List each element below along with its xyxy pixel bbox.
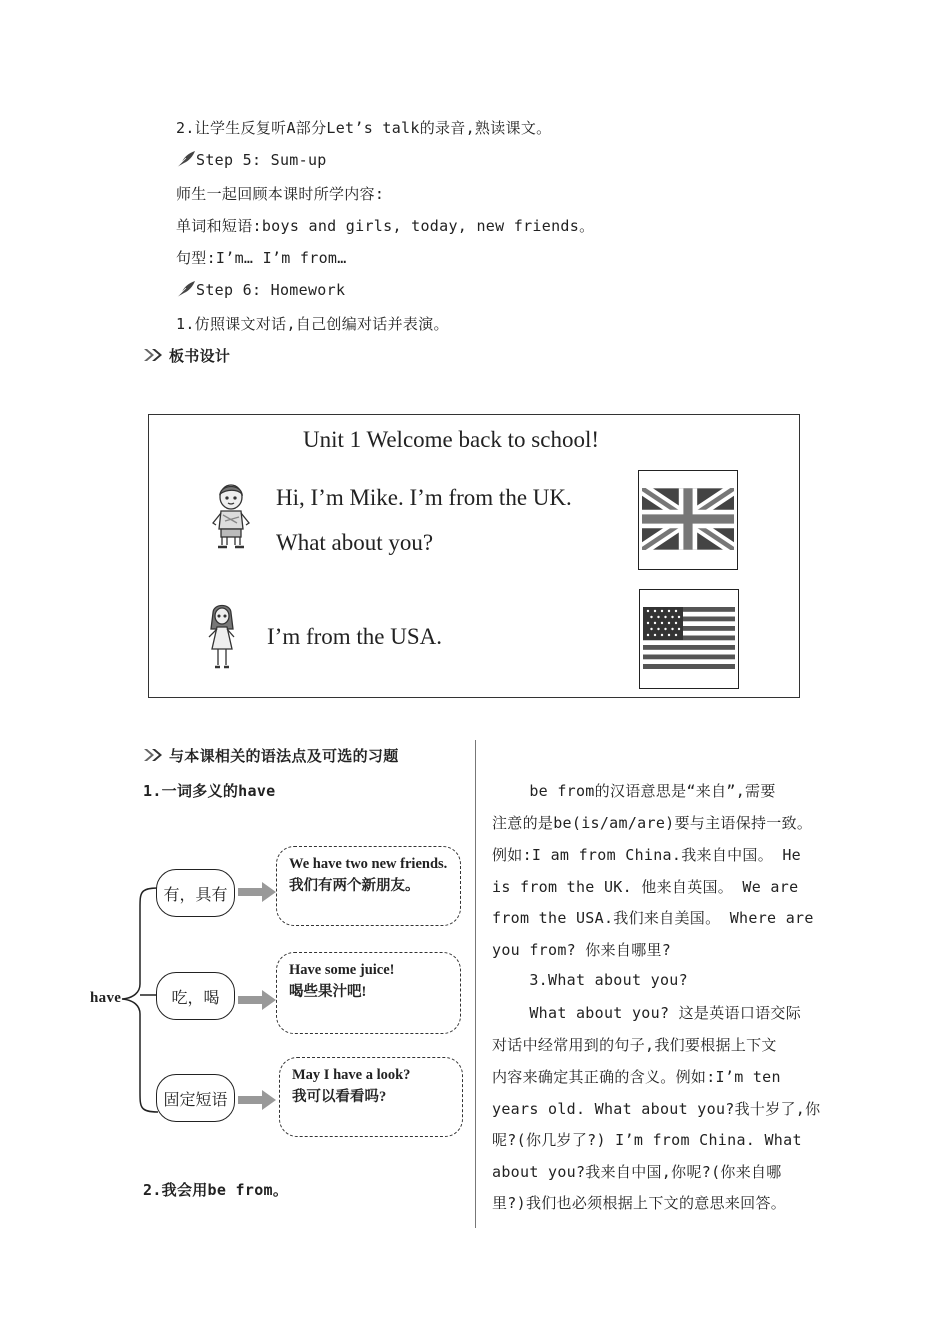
step6-label: Step 6: Homework — [196, 281, 346, 299]
text-line-7: 1.仿照课文对话,自己创编对话并表演。 — [176, 315, 449, 333]
board-line-2: What about you? — [276, 530, 434, 555]
column-divider — [475, 740, 476, 1228]
girl-icon — [205, 603, 239, 675]
board-line-3: I’m from the USA. — [267, 624, 443, 649]
example-zh-1: 我们有两个新朋友。 — [289, 878, 420, 894]
text-line-4: 单词和短语:boys and girls, today, new friends。 — [176, 217, 595, 235]
usa-flag-frame — [639, 589, 739, 689]
right-line-4: is from the UK. 他来自英国。 We are — [492, 878, 799, 896]
step5-label: Step 5: Sum-up — [196, 151, 327, 169]
right-line-12: 呢?(你几岁了?) I’m from China. What — [492, 1131, 802, 1149]
right-line-11: years old. What about you?我十岁了,你 — [492, 1100, 821, 1118]
text-line-1: 2.让学生反复听A部分Let’s talk的录音,熟读课文。 — [176, 119, 552, 137]
right-line-7: 3.What about you? — [492, 971, 688, 989]
uk-flag-frame — [638, 470, 738, 570]
example-box-1 — [276, 846, 461, 926]
board-design-box — [148, 414, 800, 698]
example-en-2: Have some juice! — [289, 962, 395, 978]
text-line-5: 句型:I’m… I’m from… — [176, 249, 347, 267]
section-title: 板书设计 — [169, 347, 231, 365]
right-line-2: 注意的是be(is/am/are)要与主语保持一致。 — [492, 814, 813, 832]
arrow-right-icon — [238, 988, 278, 1012]
example-box-2 — [276, 952, 461, 1034]
right-line-1: be from的汉语意思是“来自”,需要 — [492, 782, 776, 800]
section-header-grammar — [143, 745, 399, 766]
right-line-9: 对话中经常用到的句子,我们要根据上下文 — [492, 1036, 777, 1054]
branch-label-1: 有，具有 — [156, 869, 235, 917]
example-zh-3: 我可以看看吗? — [292, 1089, 387, 1105]
text-line-3: 师生一起回顾本课时所学内容: — [176, 185, 385, 203]
example-en-1: We have two new friends. — [289, 856, 448, 872]
double-arrow-icon — [143, 348, 169, 362]
right-line-10: 内容来确定其正确的含义。例如:I’m ten — [492, 1068, 781, 1086]
board-title: Unit 1 Welcome back to school! — [303, 427, 600, 452]
branch-label-2: 吃，喝 — [156, 972, 235, 1020]
arrow-right-icon — [238, 880, 278, 904]
section-header-board — [143, 345, 230, 366]
example-zh-2: 喝些果汁吧! — [289, 984, 367, 1000]
step5-line — [176, 150, 327, 169]
branch-label-3: 固定短语 — [156, 1074, 235, 1122]
board-line-1: Hi, I’m Mike. I’m from the UK. — [276, 485, 572, 510]
right-line-14: 里?)我们也必须根据上下文的意思来回答。 — [492, 1194, 787, 1212]
mindmap-root: have — [90, 990, 122, 1006]
quill-icon — [176, 150, 196, 168]
double-arrow-icon — [143, 748, 169, 762]
usa-flag-icon — [643, 607, 735, 669]
item-2-heading: 2.我会用be from。 — [143, 1181, 289, 1199]
uk-flag-icon — [642, 488, 734, 550]
item-1-heading: 1.一词多义的have — [143, 782, 276, 800]
right-line-3: 例如:I am from China.我来自中国。 He — [492, 846, 802, 864]
quill-icon — [176, 280, 196, 298]
arrow-right-icon — [238, 1088, 278, 1112]
boy-icon — [207, 483, 255, 555]
right-line-6: you from? 你来自哪里? — [492, 941, 672, 959]
example-en-3: May I have a look? — [292, 1067, 411, 1083]
right-line-13: about you?我来自中国,你呢?(你来自哪 — [492, 1163, 782, 1181]
section-title: 与本课相关的语法点及可选的习题 — [169, 747, 399, 765]
right-line-5: from the USA.我们来自美国。 Where are — [492, 909, 814, 927]
step6-line — [176, 280, 345, 299]
right-line-8: What about you? 这是英语口语交际 — [492, 1004, 802, 1022]
example-box-3 — [279, 1057, 463, 1137]
